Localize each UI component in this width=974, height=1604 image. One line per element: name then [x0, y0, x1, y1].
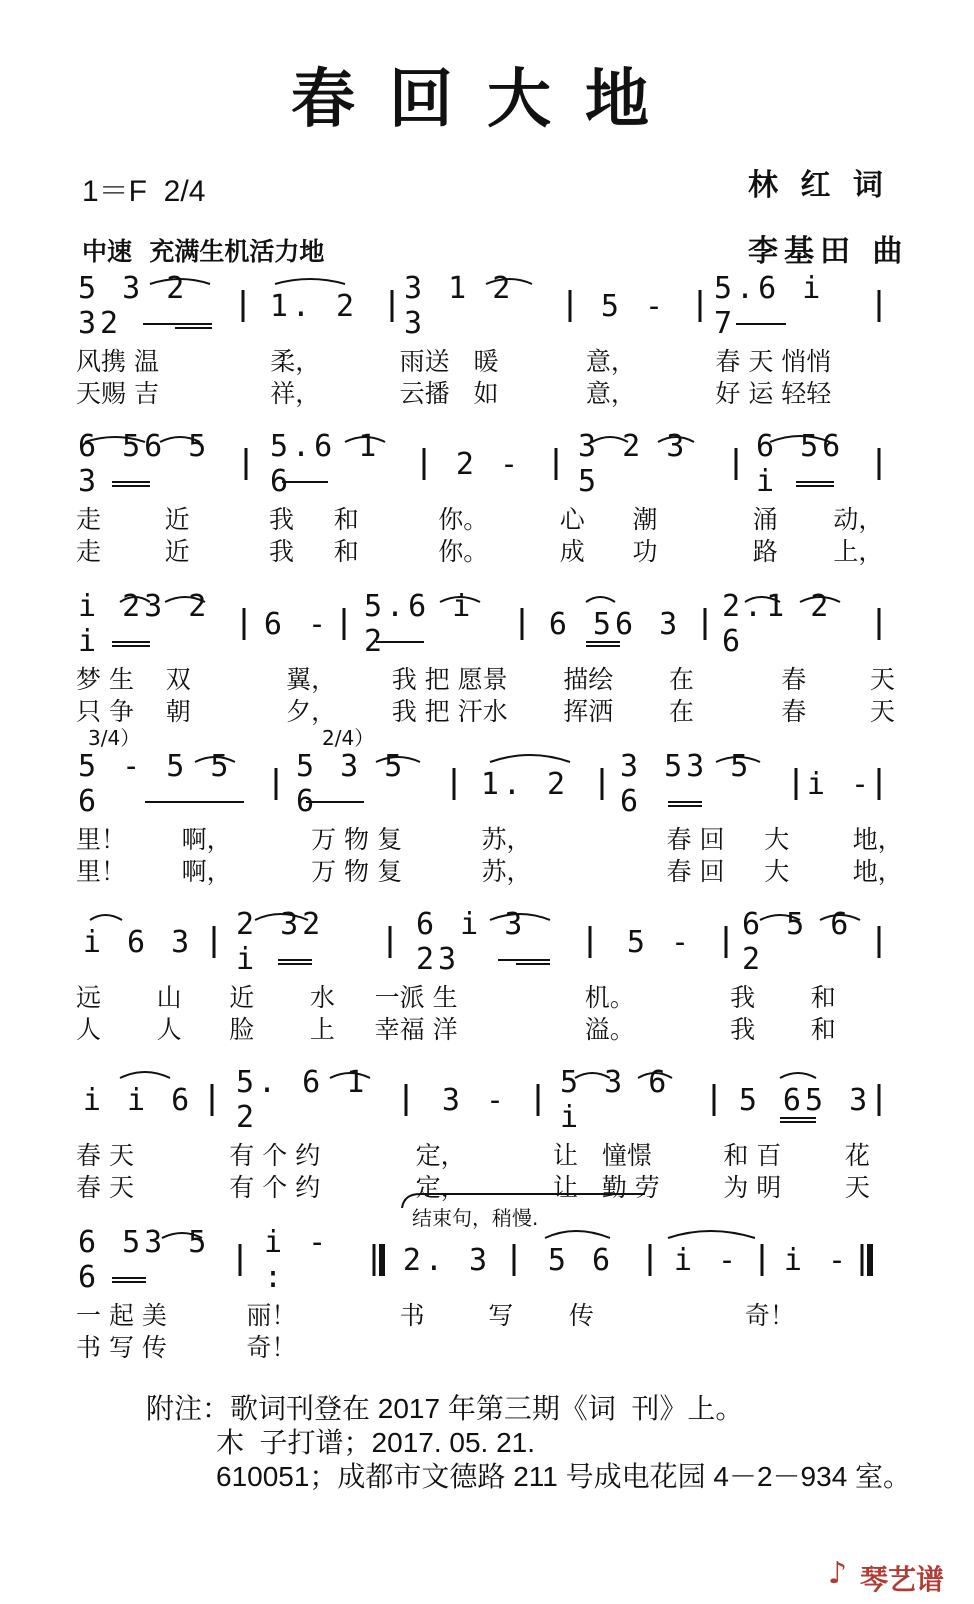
measure: 2. 3: [402, 1242, 492, 1278]
measure: 5.6 i 2: [364, 589, 475, 659]
lyric-line-1: 风携 温 柔， 雨送 暖 意， 春 天 悄悄: [76, 347, 832, 376]
lyric-line-2: 人 人 脸 上 幸福 洋 溢。 我 和: [76, 1015, 836, 1044]
barlines: [0, 907, 974, 977]
lyric-line-2: 里！ 啊， 万 物 复 苏， 春 回 大 地，: [76, 857, 903, 886]
measure: i -: [783, 1242, 851, 1278]
measure: 6 -: [263, 606, 331, 642]
barlines: [0, 589, 974, 659]
barlines: [0, 271, 974, 341]
score-system-5: [0, 907, 974, 1044]
ending-annotation: 结束句，稍慢.: [412, 1206, 539, 1230]
lyric-line-2: 书 写 传 奇！: [76, 1333, 297, 1362]
watermark-logo-icon: ♪: [828, 1556, 848, 1591]
lyric-line-2: 走 近 我 和 你。 成 功 路 上，: [76, 537, 884, 566]
measure: 5 - 5 5 6: [78, 749, 233, 819]
score-system-6: [0, 1065, 974, 1202]
time-change-marker: 2/4）: [322, 726, 375, 750]
measure: 5 65 3: [738, 1082, 872, 1118]
barlines: [0, 1065, 974, 1135]
composer-credit: 李基田 曲: [748, 234, 909, 269]
measure: 1. 2: [480, 766, 570, 802]
measure: i -: [806, 766, 874, 802]
score-system-3: [0, 589, 974, 750]
measure: i i 6: [82, 1082, 194, 1118]
measure: 3 53 5 6: [620, 749, 753, 819]
measure: 5 3 2 32: [78, 271, 189, 341]
lyric-line-2: 只 争 朝 夕， 我 把 汗水 挥洒 在 春 天: [76, 697, 895, 726]
time-change-marker: 3/4）: [88, 726, 141, 750]
score-system-7: [0, 1225, 974, 1362]
measure: 6 i 3 23: [416, 907, 527, 977]
barlines: [0, 1225, 974, 1295]
song-title: 春回大地: [291, 62, 683, 137]
footnote-line: 木 子打谱；2017. 05. 21.: [216, 1427, 536, 1458]
score-system-4: [0, 749, 974, 886]
measure: 5.6 i 7: [714, 271, 825, 341]
measure: 2.1 2 6: [722, 589, 833, 659]
measure: 3 -: [441, 1082, 509, 1118]
measure: 6 53 5 6: [78, 1225, 211, 1295]
measure: i - :: [264, 1225, 331, 1295]
lyric-line-1: 走 近 我 和 你。 心 潮 涌 动，: [76, 505, 884, 534]
lyric-line-1: 梦 生 双 翼， 我 把 愿景 描绘 在 春 天: [76, 665, 895, 694]
measure: 3 1 2 3: [404, 271, 515, 341]
measure: 5.6 1 6: [270, 429, 381, 499]
measure: 2 -: [455, 446, 523, 482]
barlines: [0, 749, 974, 819]
lyric-line-1: 远 山 近 水 一派 生 机。 我 和: [76, 983, 836, 1012]
score-system-2: [0, 429, 974, 566]
lyric-line-1: 春 天 有 个 约 定， 让 憧憬 和 百 花: [76, 1141, 870, 1170]
footnote-line: 附注：歌词刊登在 2017 年第三期《词 刊》上。: [146, 1393, 744, 1424]
tempo-marking: 中速 充满生机活力地: [82, 237, 325, 266]
measure: 1. 2: [269, 288, 359, 324]
measure: 5 6: [547, 1242, 615, 1278]
lyric-line-2: 春 天 有 个 约 定， 让 勤 劳 为 明 天: [76, 1173, 870, 1202]
measure: i 23 2 i: [78, 589, 211, 659]
lyricist-credit: 林 红 词: [748, 168, 889, 203]
measure: 6 56 i: [756, 429, 845, 499]
measure: 5 3 6 i: [560, 1065, 671, 1135]
measure: 3 2 3 5: [578, 429, 689, 499]
measure: 5 3 5 6: [296, 749, 407, 819]
measure: 2 32 i: [236, 907, 325, 977]
lyric-line-2: 天赐 吉 祥， 云播 如 意， 好 运 轻轻: [76, 379, 832, 408]
measure: 5 -: [600, 288, 668, 324]
score-system-1: [0, 271, 974, 408]
measure: 6 56 3: [548, 606, 682, 642]
measure: 6 5 6 2: [742, 907, 853, 977]
measure: i 6 3: [82, 924, 194, 960]
measure: 5. 6 1 2: [236, 1065, 369, 1135]
key-time-signature: 1＝F 2/4: [82, 175, 206, 208]
watermark-text: 琴艺谱: [860, 1563, 945, 1596]
lyric-line-1: 一 起 美 丽！ 书 写 传 奇！: [76, 1301, 795, 1330]
footnote-line: 610051；成都市文德路 211 号成电花园 4－2－934 室。: [216, 1461, 912, 1492]
measure: 5 -: [626, 924, 694, 960]
barlines: [0, 429, 974, 499]
lyric-line-1: 里！ 啊， 万 物 复 苏， 春 回 大 地，: [76, 825, 903, 854]
measure: i -: [673, 1242, 741, 1278]
measure: 6 56 5 3: [78, 429, 211, 499]
